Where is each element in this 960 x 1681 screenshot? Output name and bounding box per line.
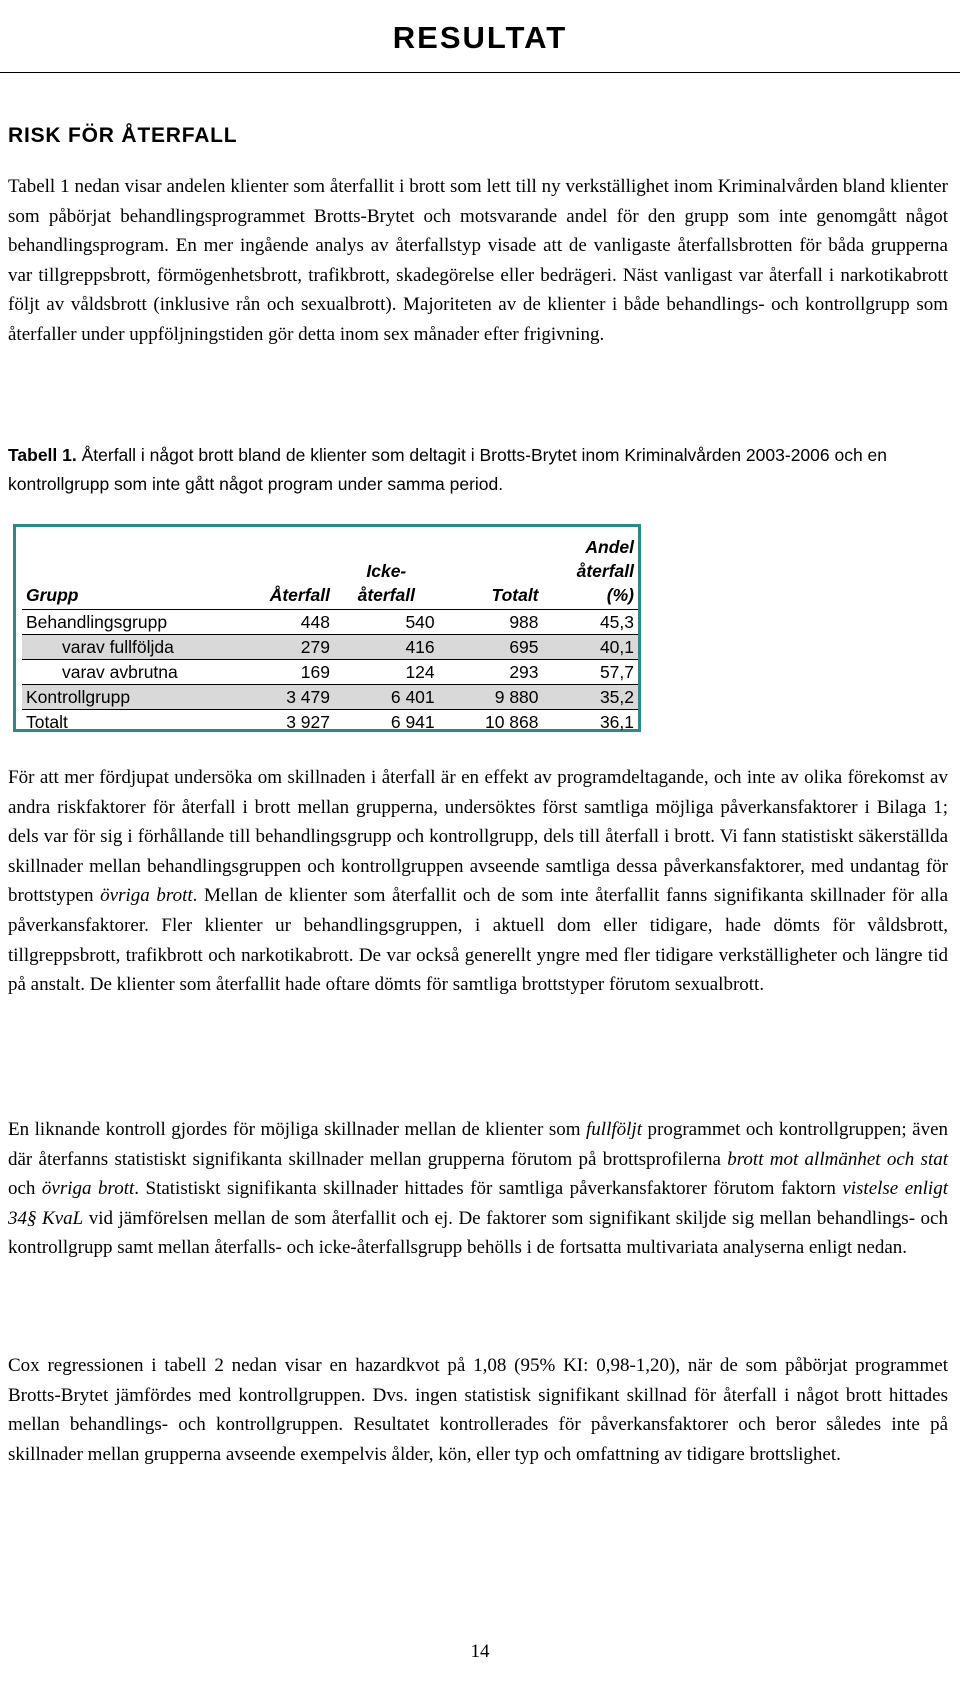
paragraph-analysis-em: övriga brott [100,885,193,907]
cell-aterfall: 169 [244,660,334,685]
paragraph-analysis [8,763,948,1000]
cell-totalt: 293 [439,660,543,685]
header-icke-line2: återfall [357,585,416,605]
table-1-frame [13,524,641,732]
cell-totalt: 9 880 [439,685,543,710]
cell-aterfall: 3 927 [286,711,330,732]
cell-icke: 124 [334,660,439,685]
table-row [22,610,638,635]
paragraph-fullfoljt-text-e: vid jämförelsen mellan de som återfallit och ej. De faktorer som signifikant skiljde sig mellan behandlings- och kontrollgrupp samt mellan återfalls- och icke-återfallsgrupp behölls i de fortsatta multivariata analyserna enligt nedan. [8,1207,948,1259]
cell-totalt: 10 868 [484,711,539,732]
cell-group: varav fullföljda [22,635,244,660]
table-row [22,660,638,685]
header-grupp: Grupp [22,527,244,610]
cell-andel: 36,1 [599,711,634,732]
cell-icke: 6 401 [334,685,439,710]
paragraph-fullfoljt [8,1115,948,1263]
paragraph-fullfoljt-text-d: . Statistiskt signifikanta skillnader hittades för samtliga påverkansfaktorer förutom faktorn [134,1178,843,1200]
paragraph-fullfoljt-em-3: övriga brott [41,1178,135,1200]
cell-andel: 40,1 [543,635,638,660]
header-icke-aterfall [334,527,439,610]
header-andel-line1: Andel [585,537,634,557]
header-andel [543,527,638,610]
header-andel-line3: (%) [606,585,634,605]
table-1 [22,527,638,734]
header-totalt: Totalt [439,527,543,610]
header-icke-line1: Icke- [366,561,407,581]
table-header-row [22,527,638,610]
paragraph-fullfoljt-text-a: En liknande kontroll gjordes för möjliga skillnader mellan de klienter som [8,1119,587,1140]
table-row [22,635,638,660]
paragraph-analysis-text-b: . Mellan de klienter som återfallit och de som inte återfallit fanns signifikanta skillnader för alla påverkansfaktorer. Fler klienter ur behandlingsgruppen, i aktuell dom eller tidigare, hade dömts för våldsbrott, tillgreppsbrott, trafikbrott och narkotikabrott. De var också generellt yngre med fler tidigare verkställigheter och längre tid på anstalt. De klienter som återfallit hade oftare dömts för samtliga brottstyper förutom sexualbrott. [8,885,948,996]
header-andel-line2: återfall [576,561,634,581]
table-caption [8,441,948,499]
cell-group: Kontrollgrupp [22,685,244,710]
paragraph-analysis-text-a: För att mer fördjupat undersöka om skillnaden i återfall är en effekt av programdeltagande, och inte av olika förekomst av andra riskfaktorer för återfall i brott mellan grupperna, undersöktes först samtliga möjliga påverkansfaktorer i Bilaga 1; dels var för sig i förhållande till behandlingsgrupp och kontrollgrupp, dels till återfall i brott. Vi fann statistiskt säkerställda skillnader mellan behandlingsgruppen och kontrollgruppen avseende samtliga dessa påverkansfaktorer, med undantag för brottstypen [8,767,948,907]
paragraph-fullfoljt-em-4: vistelse enligt 34§ KvaL [8,1178,948,1229]
cell-group: Behandlingsgrupp [22,610,244,635]
paragraph-cox: Cox regressionen i tabell 2 nedan visar en hazardkvot på 1,08 (95% KI: 0,98-1,20), när de som påbörjat programmet Brotts-Brytet jämfördes med kontrollgruppen. Dvs. ingen statistisk signifikant skillnad för återfall i något brott hittades mellan behandlings- och kontrollgruppen. Resultatet kontrollerades för påverkansfaktorer och beror således inte på skillnader mellan grupperna avseende exempelvis ålder, kön, eller typ och omfattning av tidigare brottslighet. [8,1355,948,1465]
cell-group: varav avbrutna [22,660,244,685]
cell-andel: 35,2 [543,685,638,710]
paragraph-fullfoljt-text-b: programmet och kontrollgruppen; även där återfanns statistiskt signifikanta skillnader mellan grupperna förutom på brottsprofilerna [8,1119,949,1170]
paragraph-fullfoljt-em-1: fullföljt [586,1119,642,1140]
cell-aterfall: 448 [244,610,334,635]
table-caption-label: Tabell 1. [8,445,77,465]
table-row [22,710,638,735]
paragraph-fullfoljt-em-2: brott mot allmänhet och stat [727,1148,949,1170]
header-aterfall: Återfall [244,527,334,610]
cell-aterfall: 279 [244,635,334,660]
cell-icke: 540 [334,610,439,635]
paragraph-fullfoljt-text-c: och [8,1178,42,1200]
cell-andel: 45,3 [543,610,638,635]
table-caption-text: Återfall i något brott bland de klienter som deltagit i Brotts-Brytet inom Kriminalvården 2003-2006 och en kontrollgrupp som inte gått något program under samma period. [8,445,888,494]
table-row [22,685,638,710]
page-title: RESULTAT [392,20,568,55]
cell-andel: 57,7 [543,660,638,685]
page-number: 14 [470,1641,490,1662]
paragraph-intro: Tabell 1 nedan visar andelen klienter som återfallit i brott som lett till ny verkställighet inom Kriminalvården bland klienter som påbörjat behandlingsprogrammet Brotts-Brytet och motsvarande andel för den grupp som inte genomgått något behandlingsprogram. En mer ingående analys av återfallstyp visade att de vanligaste återfallsbrotten för båda grupperna var tillgreppsbrott, förmögenhetsbrott, trafikbrott, skadegörelse eller bedrägeri. Näst vanligast var återfall i narkotikabrott följt av våldsbrott (inklusive rån och sexualbrott). Majoriteten av de klienter i både behandlings- och kontrollgrupp som återfaller under uppföljningstiden gör detta inom sex månader efter frigivning. [8,176,948,345]
cell-group: Totalt [26,711,68,732]
cell-icke: 6 941 [390,711,435,732]
cell-totalt: 988 [439,610,543,635]
section-heading: RISK FÖR ÅTERFALL [8,124,238,147]
title-rule [0,72,960,73]
cell-icke: 416 [334,635,439,660]
cell-totalt: 695 [439,635,543,660]
cell-aterfall: 3 479 [244,685,334,710]
